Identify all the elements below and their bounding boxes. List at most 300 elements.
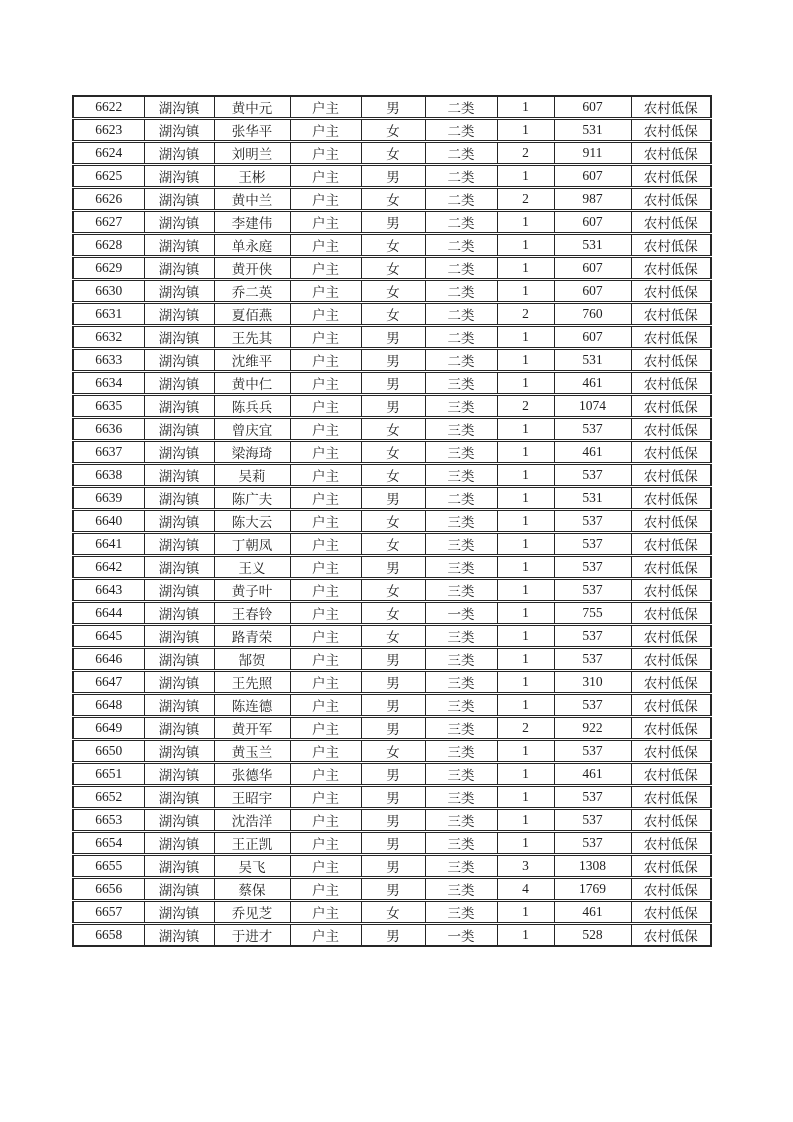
cell-name: 吴飞	[214, 855, 290, 878]
table-row	[73, 556, 711, 579]
cell-id: 6631	[73, 303, 144, 326]
cell-relation: 户主	[290, 234, 361, 257]
cell-relation: 户主	[290, 96, 361, 119]
cell-town: 湖沟镇	[144, 280, 214, 303]
cell-gender: 男	[361, 372, 425, 395]
table-row	[73, 211, 711, 234]
cell-person_count: 1	[497, 487, 554, 510]
cell-gender: 女	[361, 234, 425, 257]
cell-subsidy_type: 农村低保	[631, 372, 711, 395]
cell-town: 湖沟镇	[144, 671, 214, 694]
cell-relation: 户主	[290, 740, 361, 763]
cell-subsidy_type: 农村低保	[631, 625, 711, 648]
table-row	[73, 717, 711, 740]
cell-gender: 男	[361, 395, 425, 418]
cell-person_count: 3	[497, 855, 554, 878]
cell-relation: 户主	[290, 901, 361, 924]
cell-subsidy_type: 农村低保	[631, 740, 711, 763]
cell-relation: 户主	[290, 395, 361, 418]
cell-amount: 537	[554, 510, 631, 533]
cell-category: 二类	[425, 349, 497, 372]
cell-name: 路青荣	[214, 625, 290, 648]
cell-id: 6624	[73, 142, 144, 165]
cell-subsidy_type: 农村低保	[631, 234, 711, 257]
cell-subsidy_type: 农村低保	[631, 579, 711, 602]
cell-town: 湖沟镇	[144, 234, 214, 257]
cell-person_count: 1	[497, 464, 554, 487]
cell-relation: 户主	[290, 464, 361, 487]
cell-gender: 男	[361, 349, 425, 372]
cell-id: 6632	[73, 326, 144, 349]
cell-person_count: 1	[497, 671, 554, 694]
cell-town: 湖沟镇	[144, 717, 214, 740]
cell-amount: 537	[554, 533, 631, 556]
table-row	[73, 487, 711, 510]
cell-amount: 755	[554, 602, 631, 625]
cell-subsidy_type: 农村低保	[631, 211, 711, 234]
cell-amount: 461	[554, 763, 631, 786]
cell-amount: 531	[554, 119, 631, 142]
cell-id: 6653	[73, 809, 144, 832]
cell-category: 三类	[425, 671, 497, 694]
cell-relation: 户主	[290, 556, 361, 579]
cell-amount: 537	[554, 786, 631, 809]
cell-subsidy_type: 农村低保	[631, 533, 711, 556]
cell-subsidy_type: 农村低保	[631, 786, 711, 809]
cell-category: 二类	[425, 257, 497, 280]
cell-relation: 户主	[290, 924, 361, 947]
cell-name: 张华平	[214, 119, 290, 142]
cell-subsidy_type: 农村低保	[631, 694, 711, 717]
cell-person_count: 1	[497, 602, 554, 625]
table-row	[73, 119, 711, 142]
cell-category: 三类	[425, 625, 497, 648]
cell-category: 三类	[425, 901, 497, 924]
cell-town: 湖沟镇	[144, 464, 214, 487]
cell-name: 黄中元	[214, 96, 290, 119]
cell-category: 三类	[425, 878, 497, 901]
cell-person_count: 1	[497, 901, 554, 924]
cell-gender: 女	[361, 418, 425, 441]
table-row	[73, 740, 711, 763]
cell-gender: 男	[361, 763, 425, 786]
cell-amount: 537	[554, 648, 631, 671]
cell-town: 湖沟镇	[144, 395, 214, 418]
cell-person_count: 1	[497, 556, 554, 579]
cell-category: 三类	[425, 740, 497, 763]
cell-category: 三类	[425, 395, 497, 418]
table-row	[73, 326, 711, 349]
cell-name: 梁海琦	[214, 441, 290, 464]
table-row	[73, 533, 711, 556]
cell-person_count: 1	[497, 809, 554, 832]
cell-category: 二类	[425, 142, 497, 165]
cell-id: 6645	[73, 625, 144, 648]
cell-relation: 户主	[290, 855, 361, 878]
cell-gender: 男	[361, 809, 425, 832]
cell-category: 二类	[425, 234, 497, 257]
cell-gender: 男	[361, 211, 425, 234]
cell-town: 湖沟镇	[144, 372, 214, 395]
cell-person_count: 1	[497, 96, 554, 119]
cell-relation: 户主	[290, 602, 361, 625]
cell-id: 6654	[73, 832, 144, 855]
cell-town: 湖沟镇	[144, 165, 214, 188]
cell-gender: 男	[361, 878, 425, 901]
cell-town: 湖沟镇	[144, 533, 214, 556]
cell-category: 三类	[425, 832, 497, 855]
cell-subsidy_type: 农村低保	[631, 671, 711, 694]
cell-town: 湖沟镇	[144, 763, 214, 786]
table-row	[73, 464, 711, 487]
cell-name: 蔡保	[214, 878, 290, 901]
cell-id: 6638	[73, 464, 144, 487]
cell-name: 王昭宇	[214, 786, 290, 809]
cell-id: 6639	[73, 487, 144, 510]
table-row	[73, 418, 711, 441]
cell-person_count: 1	[497, 832, 554, 855]
cell-relation: 户主	[290, 211, 361, 234]
cell-subsidy_type: 农村低保	[631, 464, 711, 487]
cell-name: 刘明兰	[214, 142, 290, 165]
cell-person_count: 1	[497, 510, 554, 533]
cell-id: 6634	[73, 372, 144, 395]
cell-amount: 531	[554, 234, 631, 257]
cell-gender: 女	[361, 602, 425, 625]
cell-person_count: 1	[497, 625, 554, 648]
cell-subsidy_type: 农村低保	[631, 303, 711, 326]
cell-id: 6650	[73, 740, 144, 763]
cell-person_count: 1	[497, 441, 554, 464]
cell-amount: 911	[554, 142, 631, 165]
cell-relation: 户主	[290, 349, 361, 372]
cell-amount: 607	[554, 326, 631, 349]
cell-subsidy_type: 农村低保	[631, 832, 711, 855]
cell-gender: 女	[361, 441, 425, 464]
cell-gender: 男	[361, 326, 425, 349]
cell-gender: 男	[361, 832, 425, 855]
cell-amount: 1308	[554, 855, 631, 878]
cell-subsidy_type: 农村低保	[631, 487, 711, 510]
cell-person_count: 2	[497, 142, 554, 165]
cell-subsidy_type: 农村低保	[631, 924, 711, 947]
cell-town: 湖沟镇	[144, 809, 214, 832]
table-row	[73, 441, 711, 464]
cell-subsidy_type: 农村低保	[631, 441, 711, 464]
table-row	[73, 648, 711, 671]
cell-name: 王先其	[214, 326, 290, 349]
table-row	[73, 671, 711, 694]
cell-category: 三类	[425, 717, 497, 740]
cell-name: 张德华	[214, 763, 290, 786]
cell-person_count: 1	[497, 418, 554, 441]
cell-person_count: 1	[497, 786, 554, 809]
cell-category: 二类	[425, 487, 497, 510]
cell-subsidy_type: 农村低保	[631, 809, 711, 832]
cell-person_count: 1	[497, 349, 554, 372]
cell-town: 湖沟镇	[144, 441, 214, 464]
table-row	[73, 303, 711, 326]
cell-category: 三类	[425, 694, 497, 717]
cell-gender: 男	[361, 855, 425, 878]
cell-town: 湖沟镇	[144, 901, 214, 924]
cell-name: 吴莉	[214, 464, 290, 487]
cell-category: 二类	[425, 119, 497, 142]
cell-name: 黄中仁	[214, 372, 290, 395]
cell-subsidy_type: 农村低保	[631, 510, 711, 533]
cell-name: 王正凯	[214, 832, 290, 855]
table-row	[73, 96, 711, 119]
cell-town: 湖沟镇	[144, 924, 214, 947]
cell-id: 6635	[73, 395, 144, 418]
table-row	[73, 234, 711, 257]
cell-relation: 户主	[290, 625, 361, 648]
cell-town: 湖沟镇	[144, 878, 214, 901]
cell-town: 湖沟镇	[144, 349, 214, 372]
cell-person_count: 1	[497, 740, 554, 763]
cell-person_count: 2	[497, 395, 554, 418]
cell-name: 王春铃	[214, 602, 290, 625]
cell-category: 三类	[425, 809, 497, 832]
cell-name: 沈维平	[214, 349, 290, 372]
cell-person_count: 2	[497, 303, 554, 326]
cell-subsidy_type: 农村低保	[631, 119, 711, 142]
table-row	[73, 165, 711, 188]
table-row	[73, 510, 711, 533]
cell-person_count: 1	[497, 648, 554, 671]
table-row	[73, 257, 711, 280]
cell-amount: 531	[554, 487, 631, 510]
cell-person_count: 1	[497, 257, 554, 280]
cell-category: 二类	[425, 211, 497, 234]
cell-town: 湖沟镇	[144, 487, 214, 510]
cell-subsidy_type: 农村低保	[631, 717, 711, 740]
cell-id: 6646	[73, 648, 144, 671]
cell-category: 三类	[425, 786, 497, 809]
table-row	[73, 786, 711, 809]
cell-amount: 537	[554, 832, 631, 855]
cell-relation: 户主	[290, 579, 361, 602]
cell-person_count: 1	[497, 119, 554, 142]
cell-name: 黄中兰	[214, 188, 290, 211]
cell-amount: 310	[554, 671, 631, 694]
cell-person_count: 2	[497, 188, 554, 211]
cell-amount: 1074	[554, 395, 631, 418]
cell-category: 二类	[425, 165, 497, 188]
table-row	[73, 349, 711, 372]
cell-name: 陈连德	[214, 694, 290, 717]
cell-subsidy_type: 农村低保	[631, 142, 711, 165]
cell-relation: 户主	[290, 119, 361, 142]
cell-amount: 537	[554, 579, 631, 602]
cell-amount: 607	[554, 211, 631, 234]
cell-town: 湖沟镇	[144, 188, 214, 211]
cell-gender: 女	[361, 740, 425, 763]
cell-id: 6625	[73, 165, 144, 188]
cell-category: 一类	[425, 602, 497, 625]
cell-id: 6656	[73, 878, 144, 901]
cell-category: 一类	[425, 924, 497, 947]
cell-gender: 男	[361, 786, 425, 809]
cell-gender: 男	[361, 648, 425, 671]
cell-id: 6644	[73, 602, 144, 625]
cell-id: 6630	[73, 280, 144, 303]
cell-amount: 537	[554, 740, 631, 763]
cell-subsidy_type: 农村低保	[631, 878, 711, 901]
cell-subsidy_type: 农村低保	[631, 188, 711, 211]
cell-town: 湖沟镇	[144, 602, 214, 625]
cell-category: 三类	[425, 556, 497, 579]
cell-name: 丁朝凤	[214, 533, 290, 556]
cell-name: 曾庆宜	[214, 418, 290, 441]
cell-id: 6649	[73, 717, 144, 740]
cell-amount: 607	[554, 257, 631, 280]
cell-amount: 607	[554, 165, 631, 188]
cell-person_count: 1	[497, 326, 554, 349]
cell-person_count: 4	[497, 878, 554, 901]
cell-amount: 607	[554, 280, 631, 303]
cell-subsidy_type: 农村低保	[631, 763, 711, 786]
cell-category: 二类	[425, 188, 497, 211]
cell-relation: 户主	[290, 142, 361, 165]
table-row	[73, 809, 711, 832]
cell-relation: 户主	[290, 786, 361, 809]
cell-amount: 537	[554, 418, 631, 441]
cell-relation: 户主	[290, 280, 361, 303]
cell-town: 湖沟镇	[144, 303, 214, 326]
cell-relation: 户主	[290, 878, 361, 901]
cell-name: 黄子叶	[214, 579, 290, 602]
cell-town: 湖沟镇	[144, 740, 214, 763]
cell-gender: 男	[361, 717, 425, 740]
cell-subsidy_type: 农村低保	[631, 326, 711, 349]
cell-gender: 女	[361, 464, 425, 487]
table-row	[73, 878, 711, 901]
table-row	[73, 832, 711, 855]
table-row	[73, 142, 711, 165]
cell-town: 湖沟镇	[144, 119, 214, 142]
table-row	[73, 625, 711, 648]
cell-id: 6642	[73, 556, 144, 579]
cell-relation: 户主	[290, 257, 361, 280]
cell-id: 6652	[73, 786, 144, 809]
cell-id: 6626	[73, 188, 144, 211]
cell-gender: 女	[361, 142, 425, 165]
cell-name: 黄开侠	[214, 257, 290, 280]
table-row	[73, 855, 711, 878]
cell-gender: 女	[361, 579, 425, 602]
cell-name: 李建伟	[214, 211, 290, 234]
cell-town: 湖沟镇	[144, 855, 214, 878]
cell-gender: 男	[361, 487, 425, 510]
cell-person_count: 1	[497, 579, 554, 602]
cell-relation: 户主	[290, 832, 361, 855]
cell-gender: 女	[361, 625, 425, 648]
cell-relation: 户主	[290, 717, 361, 740]
cell-category: 三类	[425, 418, 497, 441]
cell-relation: 户主	[290, 809, 361, 832]
cell-person_count: 1	[497, 924, 554, 947]
cell-relation: 户主	[290, 418, 361, 441]
table-body	[73, 96, 711, 946]
cell-subsidy_type: 农村低保	[631, 556, 711, 579]
cell-category: 三类	[425, 533, 497, 556]
cell-category: 二类	[425, 303, 497, 326]
cell-amount: 461	[554, 901, 631, 924]
cell-id: 6658	[73, 924, 144, 947]
cell-id: 6657	[73, 901, 144, 924]
cell-id: 6655	[73, 855, 144, 878]
cell-gender: 男	[361, 556, 425, 579]
cell-person_count: 1	[497, 533, 554, 556]
cell-gender: 男	[361, 671, 425, 694]
cell-id: 6651	[73, 763, 144, 786]
cell-id: 6640	[73, 510, 144, 533]
cell-name: 陈大云	[214, 510, 290, 533]
cell-name: 陈兵兵	[214, 395, 290, 418]
cell-subsidy_type: 农村低保	[631, 257, 711, 280]
cell-id: 6622	[73, 96, 144, 119]
cell-person_count: 1	[497, 211, 554, 234]
cell-gender: 女	[361, 188, 425, 211]
cell-subsidy_type: 农村低保	[631, 96, 711, 119]
cell-relation: 户主	[290, 303, 361, 326]
cell-gender: 男	[361, 694, 425, 717]
cell-town: 湖沟镇	[144, 510, 214, 533]
cell-name: 乔二英	[214, 280, 290, 303]
cell-category: 三类	[425, 510, 497, 533]
cell-amount: 760	[554, 303, 631, 326]
cell-person_count: 1	[497, 165, 554, 188]
cell-category: 二类	[425, 280, 497, 303]
cell-relation: 户主	[290, 648, 361, 671]
cell-id: 6648	[73, 694, 144, 717]
cell-town: 湖沟镇	[144, 832, 214, 855]
cell-name: 陈广夫	[214, 487, 290, 510]
cell-category: 三类	[425, 464, 497, 487]
cell-gender: 男	[361, 96, 425, 119]
cell-id: 6633	[73, 349, 144, 372]
cell-relation: 户主	[290, 487, 361, 510]
cell-name: 王先照	[214, 671, 290, 694]
cell-person_count: 1	[497, 280, 554, 303]
cell-id: 6643	[73, 579, 144, 602]
cell-relation: 户主	[290, 533, 361, 556]
cell-category: 三类	[425, 441, 497, 464]
table-row	[73, 763, 711, 786]
cell-subsidy_type: 农村低保	[631, 395, 711, 418]
cell-gender: 女	[361, 533, 425, 556]
cell-amount: 531	[554, 349, 631, 372]
cell-town: 湖沟镇	[144, 648, 214, 671]
cell-relation: 户主	[290, 188, 361, 211]
cell-gender: 女	[361, 510, 425, 533]
cell-subsidy_type: 农村低保	[631, 855, 711, 878]
table-row	[73, 901, 711, 924]
table-row	[73, 602, 711, 625]
table-row	[73, 372, 711, 395]
table-row	[73, 579, 711, 602]
cell-name: 沈浩洋	[214, 809, 290, 832]
cell-name: 王彬	[214, 165, 290, 188]
cell-id: 6636	[73, 418, 144, 441]
cell-gender: 女	[361, 303, 425, 326]
cell-person_count: 1	[497, 372, 554, 395]
cell-subsidy_type: 农村低保	[631, 602, 711, 625]
cell-name: 于进才	[214, 924, 290, 947]
cell-amount: 537	[554, 809, 631, 832]
cell-town: 湖沟镇	[144, 418, 214, 441]
